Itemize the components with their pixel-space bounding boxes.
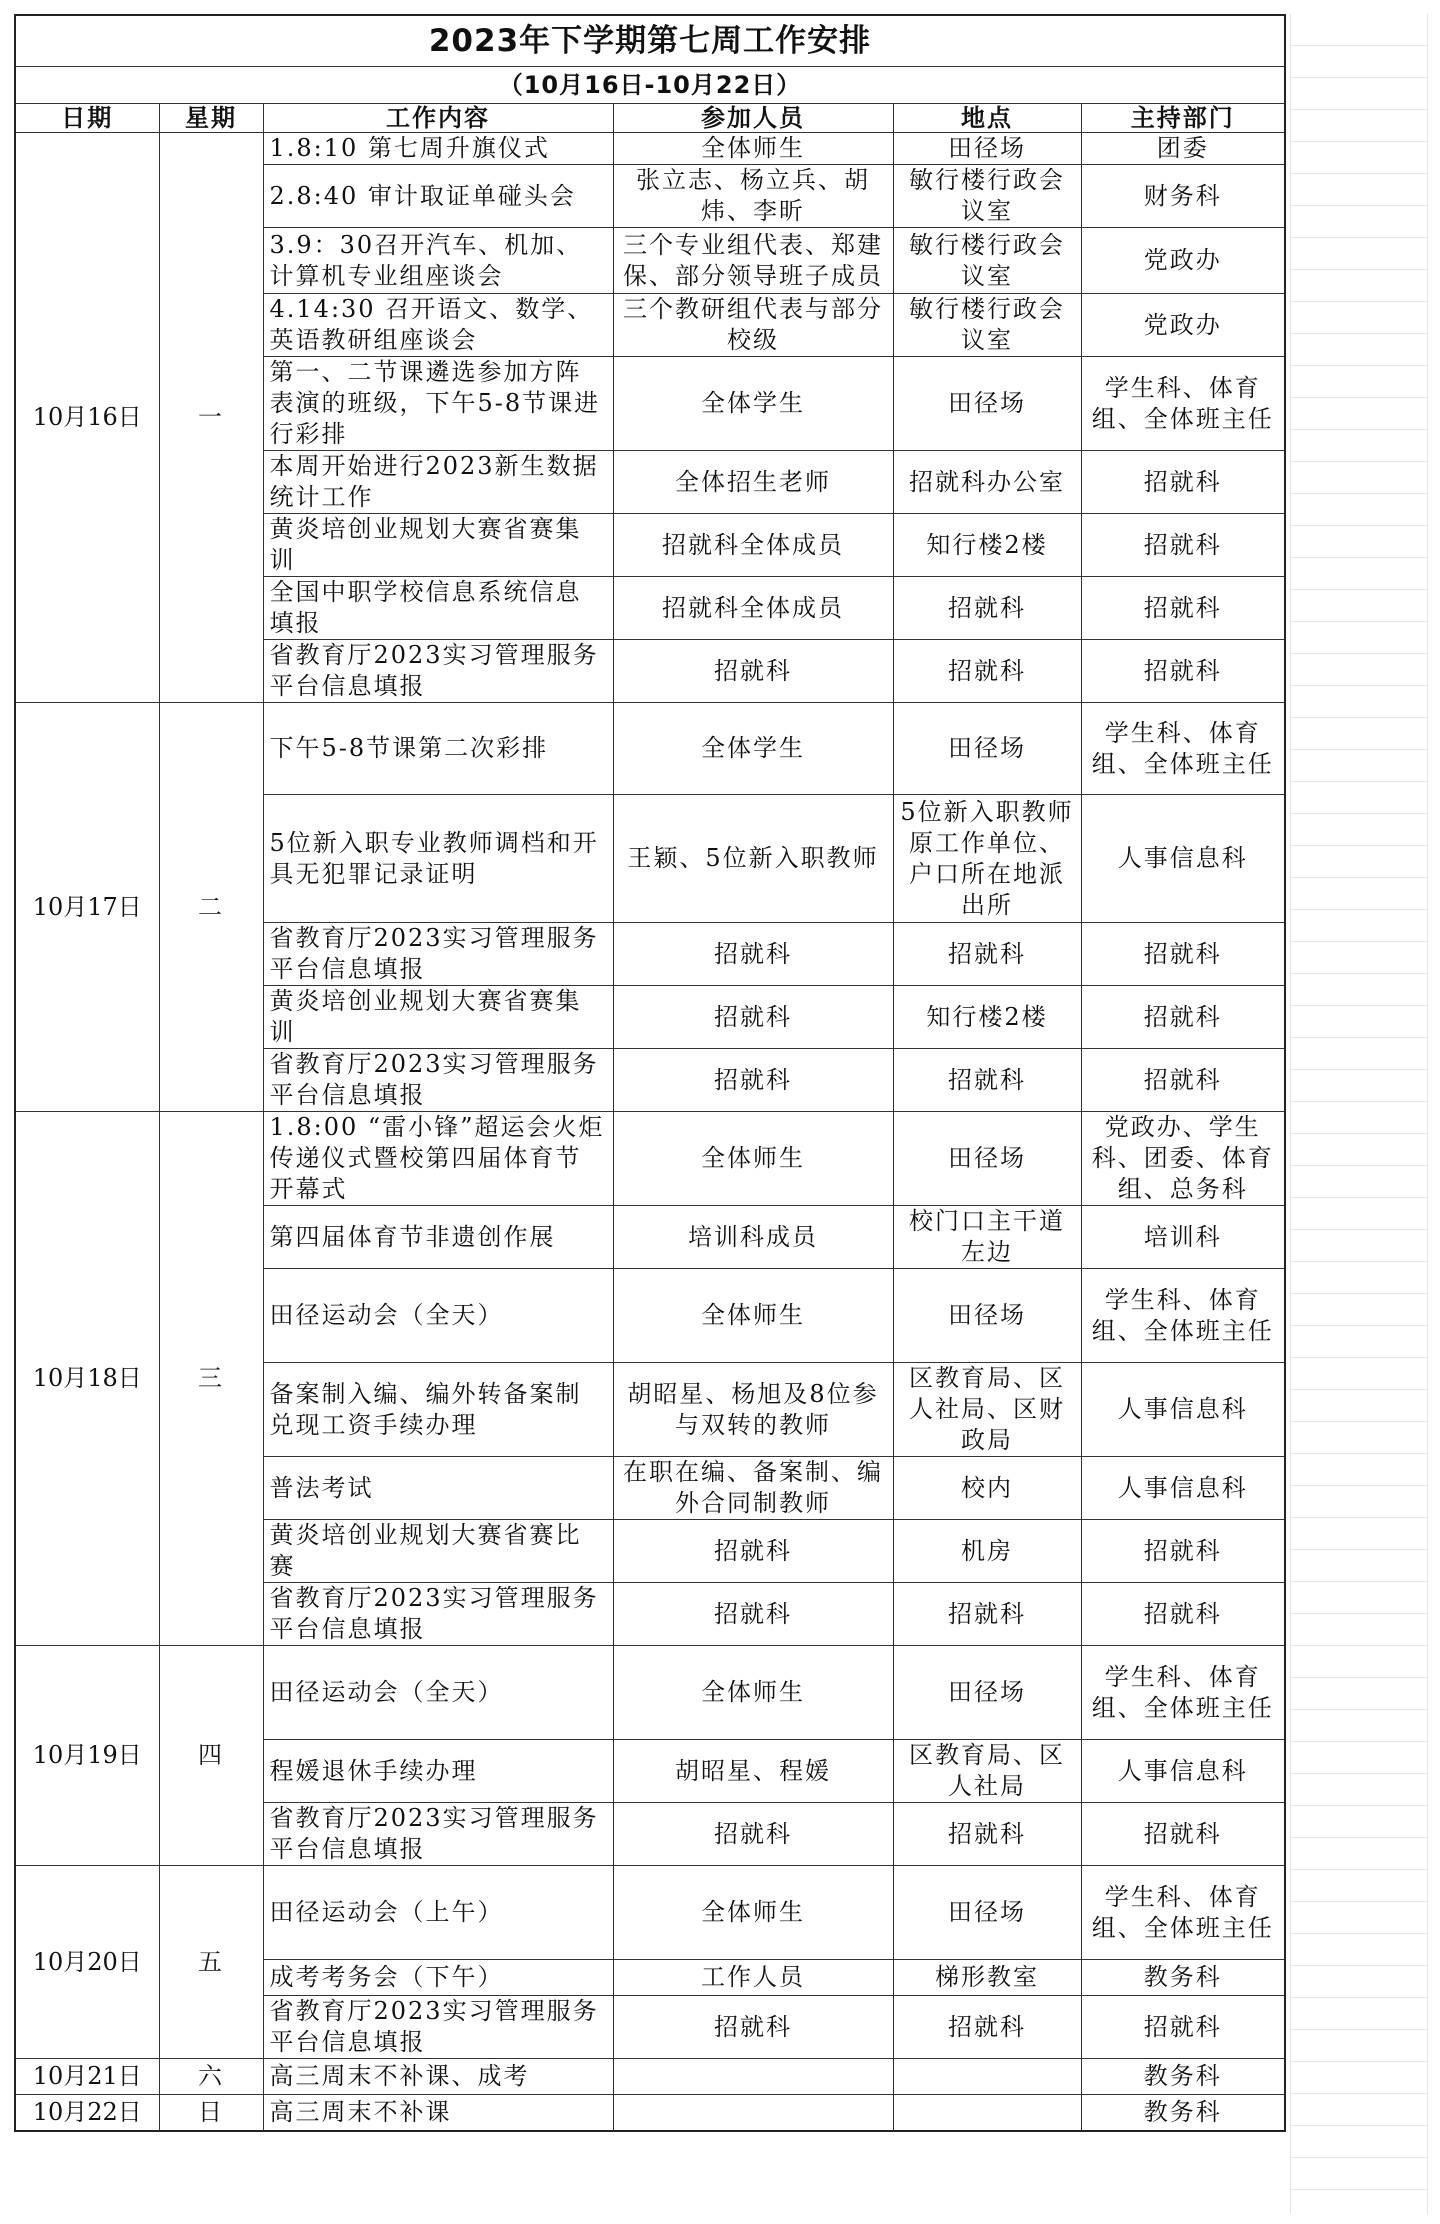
content-cell: 省教育厅2023实习管理服务平台信息填报 xyxy=(263,640,613,703)
content-cell: 黄炎培创业规划大赛省赛比赛 xyxy=(263,1520,613,1583)
place-cell: 田径场 xyxy=(893,357,1081,451)
dept-cell: 财务科 xyxy=(1081,165,1285,228)
content-cell: 1.8:10 第七周升旗仪式 xyxy=(263,133,613,165)
dept-cell: 学生科、体育组、全体班主任 xyxy=(1081,1269,1285,1363)
place-cell: 招就科 xyxy=(893,923,1081,986)
schedule-sheet xyxy=(14,14,1426,2214)
weekday-cell: 三 xyxy=(159,1112,263,1646)
weekday-cell: 六 xyxy=(159,2059,263,2095)
place-cell: 区教育局、区人社局 xyxy=(893,1740,1081,1803)
schedule-table xyxy=(14,14,1286,2132)
place-cell xyxy=(893,2059,1081,2095)
people-cell: 招就科 xyxy=(613,1520,893,1583)
dept-cell: 招就科 xyxy=(1081,514,1285,577)
place-cell: 校门口主干道左边 xyxy=(893,1206,1081,1269)
people-cell: 全体师生 xyxy=(613,1269,893,1363)
content-cell: 高三周末不补课、成考 xyxy=(263,2059,613,2095)
date-cell: 10月21日 xyxy=(15,2059,159,2095)
dept-cell: 学生科、体育组、全体班主任 xyxy=(1081,357,1285,451)
schedule-row xyxy=(15,1866,1285,1960)
date-cell: 10月20日 xyxy=(15,1866,159,2059)
place-cell: 招就科 xyxy=(893,640,1081,703)
people-cell: 全体师生 xyxy=(613,1866,893,1960)
content-cell: 田径运动会（全天） xyxy=(263,1269,613,1363)
people-cell: 招就科 xyxy=(613,1803,893,1866)
dept-cell: 人事信息科 xyxy=(1081,1363,1285,1457)
place-cell: 田径场 xyxy=(893,1269,1081,1363)
people-cell xyxy=(613,2095,893,2131)
people-cell: 全体师生 xyxy=(613,133,893,165)
people-cell: 在职在编、备案制、编外合同制教师 xyxy=(613,1457,893,1520)
date-cell: 10月18日 xyxy=(15,1112,159,1646)
people-cell: 三个专业组代表、郑建保、部分领导班子成员 xyxy=(613,228,893,294)
place-cell: 田径场 xyxy=(893,1866,1081,1960)
date-cell: 10月22日 xyxy=(15,2095,159,2131)
people-cell: 招就科 xyxy=(613,986,893,1049)
dept-cell: 培训科 xyxy=(1081,1206,1285,1269)
schedule-body xyxy=(15,133,1285,2131)
place-cell: 田径场 xyxy=(893,703,1081,795)
content-cell: 下午5-8节课第二次彩排 xyxy=(263,703,613,795)
column-header-row xyxy=(15,104,1285,133)
date-cell: 10月17日 xyxy=(15,703,159,1112)
dept-cell: 招就科 xyxy=(1081,640,1285,703)
column-header-dept: 主持部门 xyxy=(1081,104,1285,133)
date-cell: 10月19日 xyxy=(15,1646,159,1866)
content-cell: 全国中职学校信息系统信息填报 xyxy=(263,577,613,640)
place-cell: 知行楼2楼 xyxy=(893,514,1081,577)
dept-cell: 团委 xyxy=(1081,133,1285,165)
people-cell: 全体师生 xyxy=(613,1112,893,1206)
people-cell: 胡昭星、杨旭及8位参与双转的教师 xyxy=(613,1363,893,1457)
people-cell: 三个教研组代表与部分校级 xyxy=(613,294,893,357)
place-cell: 田径场 xyxy=(893,133,1081,165)
dept-cell: 招就科 xyxy=(1081,923,1285,986)
content-cell: 3.9：30召开汽车、机加、计算机专业组座谈会 xyxy=(263,228,613,294)
dept-cell: 招就科 xyxy=(1081,577,1285,640)
weekday-cell: 五 xyxy=(159,1866,263,2059)
content-cell: 黄炎培创业规划大赛省赛集训 xyxy=(263,986,613,1049)
column-header-place: 地点 xyxy=(893,104,1081,133)
people-cell: 王颖、5位新入职教师 xyxy=(613,795,893,923)
content-cell: 省教育厅2023实习管理服务平台信息填报 xyxy=(263,1803,613,1866)
schedule-row xyxy=(15,1646,1285,1740)
place-cell: 敏行楼行政会议室 xyxy=(893,165,1081,228)
dept-cell: 人事信息科 xyxy=(1081,795,1285,923)
people-cell: 工作人员 xyxy=(613,1960,893,1996)
place-cell: 敏行楼行政会议室 xyxy=(893,228,1081,294)
column-header-people: 参加人员 xyxy=(613,104,893,133)
place-cell: 招就科 xyxy=(893,577,1081,640)
schedule-row xyxy=(15,703,1285,795)
content-cell: 省教育厅2023实习管理服务平台信息填报 xyxy=(263,923,613,986)
place-cell: 梯形教室 xyxy=(893,1960,1081,1996)
schedule-row xyxy=(15,133,1285,165)
dept-cell: 党政办 xyxy=(1081,228,1285,294)
place-cell: 招就科 xyxy=(893,1996,1081,2059)
content-cell: 本周开始进行2023新生数据统计工作 xyxy=(263,451,613,514)
dept-cell: 党政办、学生科、团委、体育组、总务科 xyxy=(1081,1112,1285,1206)
dept-cell: 招就科 xyxy=(1081,1049,1285,1112)
content-cell: 普法考试 xyxy=(263,1457,613,1520)
people-cell: 招就科 xyxy=(613,640,893,703)
content-cell: 程媛退休手续办理 xyxy=(263,1740,613,1803)
dept-cell: 学生科、体育组、全体班主任 xyxy=(1081,1646,1285,1740)
people-cell: 招就科全体成员 xyxy=(613,577,893,640)
content-cell: 备案制入编、编外转备案制兑现工资手续办理 xyxy=(263,1363,613,1457)
dept-cell: 教务科 xyxy=(1081,2059,1285,2095)
place-cell: 招就科办公室 xyxy=(893,451,1081,514)
column-header-date: 日期 xyxy=(15,104,159,133)
people-cell xyxy=(613,2059,893,2095)
people-cell: 招就科 xyxy=(613,1996,893,2059)
content-cell: 1.8:00 “雷小锋”超运会火炬传递仪式暨校第四届体育节开幕式 xyxy=(263,1112,613,1206)
date-cell: 10月16日 xyxy=(15,133,159,703)
content-cell: 田径运动会（上午） xyxy=(263,1866,613,1960)
people-cell: 招就科 xyxy=(613,923,893,986)
content-cell: 5位新入职专业教师调档和开具无犯罪记录证明 xyxy=(263,795,613,923)
content-cell: 黄炎培创业规划大赛省赛集训 xyxy=(263,514,613,577)
people-cell: 胡昭星、程媛 xyxy=(613,1740,893,1803)
dept-cell: 教务科 xyxy=(1081,2095,1285,2131)
dept-cell: 招就科 xyxy=(1081,1803,1285,1866)
dept-cell: 党政办 xyxy=(1081,294,1285,357)
schedule-row xyxy=(15,1112,1285,1206)
dept-cell: 人事信息科 xyxy=(1081,1740,1285,1803)
weekday-cell: 日 xyxy=(159,2095,263,2131)
content-cell: 省教育厅2023实习管理服务平台信息填报 xyxy=(263,1583,613,1646)
people-cell: 招就科 xyxy=(613,1049,893,1112)
weekday-cell: 四 xyxy=(159,1646,263,1866)
dept-cell: 招就科 xyxy=(1081,1583,1285,1646)
dept-cell: 招就科 xyxy=(1081,1996,1285,2059)
place-cell: 招就科 xyxy=(893,1583,1081,1646)
place-cell: 区教育局、区人社局、区财政局 xyxy=(893,1363,1081,1457)
people-cell: 全体师生 xyxy=(613,1646,893,1740)
column-header-weekday: 星期 xyxy=(159,104,263,133)
people-cell: 招就科全体成员 xyxy=(613,514,893,577)
place-cell: 田径场 xyxy=(893,1646,1081,1740)
content-cell: 第四届体育节非遗创作展 xyxy=(263,1206,613,1269)
content-cell: 第一、二节课遴选参加方阵表演的班级，下午5-8节课进行彩排 xyxy=(263,357,613,451)
dept-cell: 人事信息科 xyxy=(1081,1457,1285,1520)
schedule-row xyxy=(15,2059,1285,2095)
people-cell: 全体学生 xyxy=(613,357,893,451)
page-title: 2023年下学期第七周工作安排 xyxy=(15,15,1285,67)
dept-cell: 招就科 xyxy=(1081,451,1285,514)
schedule-row xyxy=(15,2095,1285,2131)
content-cell: 成考考务会（下午） xyxy=(263,1960,613,1996)
weekday-cell: 二 xyxy=(159,703,263,1112)
place-cell: 田径场 xyxy=(893,1112,1081,1206)
content-cell: 2.8:40 审计取证单碰头会 xyxy=(263,165,613,228)
people-cell: 招就科 xyxy=(613,1583,893,1646)
people-cell: 培训科成员 xyxy=(613,1206,893,1269)
dept-cell: 招就科 xyxy=(1081,1520,1285,1583)
dept-cell: 学生科、体育组、全体班主任 xyxy=(1081,1866,1285,1960)
content-cell: 4.14:30 召开语文、数学、英语教研组座谈会 xyxy=(263,294,613,357)
place-cell: 机房 xyxy=(893,1520,1081,1583)
place-cell: 招就科 xyxy=(893,1049,1081,1112)
content-cell: 高三周末不补课 xyxy=(263,2095,613,2131)
content-cell: 省教育厅2023实习管理服务平台信息填报 xyxy=(263,1996,613,2059)
people-cell: 张立志、杨立兵、胡炜、李昕 xyxy=(613,165,893,228)
place-cell: 招就科 xyxy=(893,1803,1081,1866)
date-range-subtitle: （10月16日-10月22日） xyxy=(15,67,1285,104)
place-cell: 知行楼2楼 xyxy=(893,986,1081,1049)
place-cell: 敏行楼行政会议室 xyxy=(893,294,1081,357)
dept-cell: 教务科 xyxy=(1081,1960,1285,1996)
people-cell: 全体招生老师 xyxy=(613,451,893,514)
content-cell: 田径运动会（全天） xyxy=(263,1646,613,1740)
place-cell xyxy=(893,2095,1081,2131)
content-cell: 省教育厅2023实习管理服务平台信息填报 xyxy=(263,1049,613,1112)
people-cell: 全体学生 xyxy=(613,703,893,795)
weekday-cell: 一 xyxy=(159,133,263,703)
dept-cell: 学生科、体育组、全体班主任 xyxy=(1081,703,1285,795)
place-cell: 校内 xyxy=(893,1457,1081,1520)
column-header-content: 工作内容 xyxy=(263,104,613,133)
dept-cell: 招就科 xyxy=(1081,986,1285,1049)
place-cell: 5位新入职教师原工作单位、户口所在地派出所 xyxy=(893,795,1081,923)
